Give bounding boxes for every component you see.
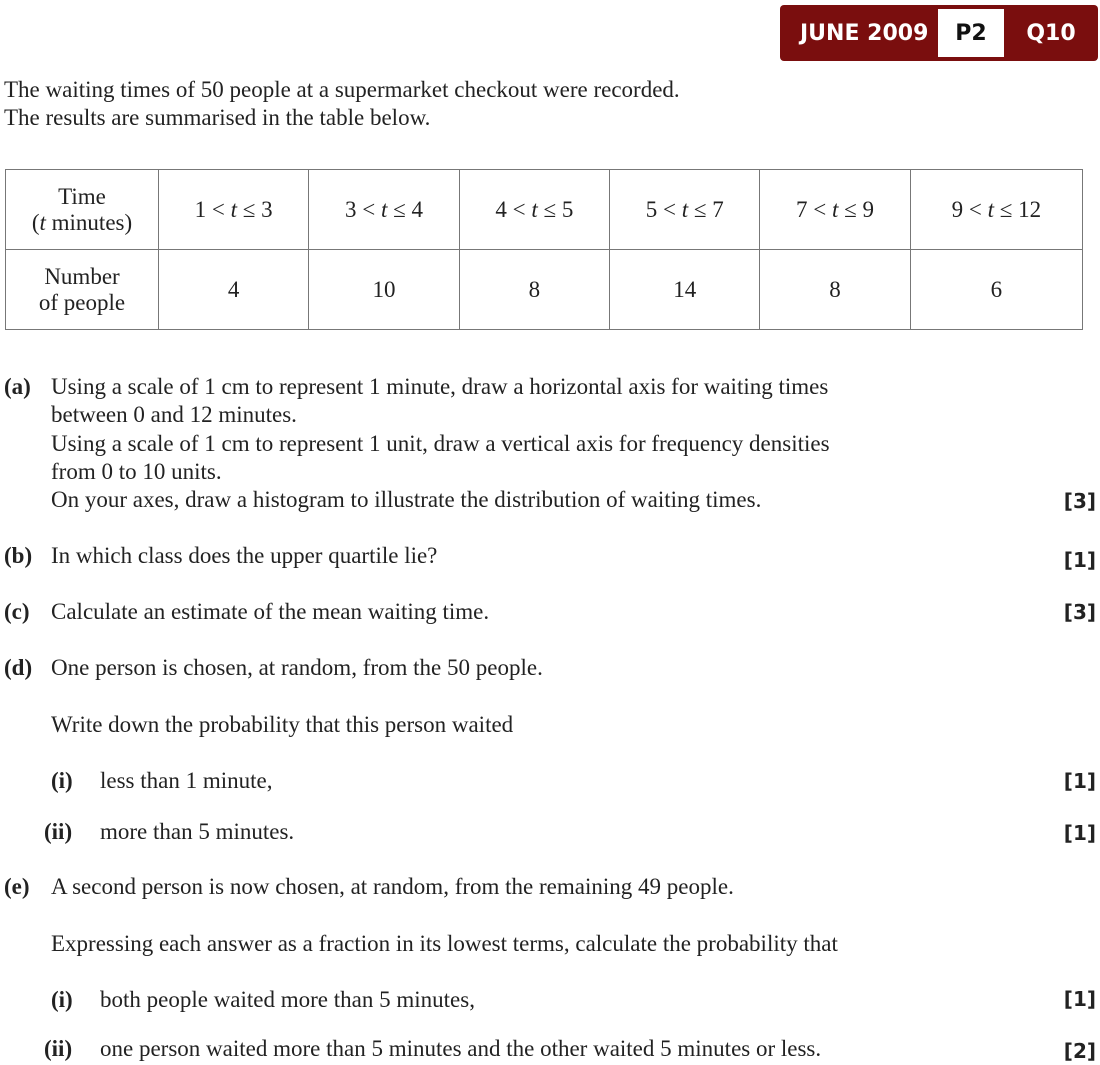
subpart-text: one person waited more than 5 minutes and the other waited 5 minutes or less. [100,1036,822,1061]
time-header-label: Time [58,183,106,209]
question-intro [4,76,680,132]
marks: [1] [1063,769,1096,793]
part-label: (a) [4,374,31,399]
marks: [1] [1063,987,1096,1011]
subpart-text: more than 5 minutes. [100,819,295,844]
frequency-cell: 6 [910,250,1082,330]
time-header-unit: (t minutes) [31,209,133,235]
part-c [0,598,1100,628]
frequency-cell: 10 [309,250,459,330]
class-cell: 3 < t ≤ 4 [309,170,459,250]
frequency-cell: 14 [610,250,760,330]
subpart-label: (ii) [44,1036,73,1061]
part-e [0,873,1100,1063]
part-a-line: from 0 to 10 units. [51,459,222,484]
marks: [3] [1063,600,1096,624]
paper-number: P2 [938,9,1004,57]
part-text: One person is chosen, at random, from the 50 people. [51,655,543,680]
part-text: In which class does the upper quartile lie? [51,543,438,568]
marks: [2] [1063,1039,1096,1063]
part-a [0,373,1100,513]
frequency-header-line: of people [38,289,126,315]
frequency-table [5,169,1083,330]
part-label: (e) [4,874,30,899]
part-text: A second person is now chosen, at random, from the remaining 49 people. [51,874,734,899]
subpart-text: both people waited more than 5 minutes, [100,987,475,1012]
subpart-label: (i) [51,768,73,793]
class-cell: 4 < t ≤ 5 [459,170,609,250]
part-a-line: between 0 and 12 minutes. [51,402,297,427]
subpart-label: (i) [51,987,73,1012]
part-d [0,654,1100,854]
part-label: (b) [4,543,33,568]
marks: [1] [1063,548,1096,572]
time-header [6,170,159,250]
exam-session: JUNE 2009 [800,20,929,46]
class-cell: 9 < t ≤ 12 [910,170,1082,250]
question-badge [780,5,1098,61]
table-row-frequency [6,250,1083,330]
frequency-cell: 4 [159,250,309,330]
part-prompt: Write down the probability that this person waited [51,712,514,737]
class-cell: 7 < t ≤ 9 [760,170,910,250]
part-b [0,542,1100,572]
intro-line: The results are summarised in the table below. [4,105,431,130]
part-prompt: Expressing each answer as a fraction in its lowest terms, calculate the probability that [51,931,838,956]
frequency-header-line: Number [44,263,120,289]
part-a-line: Using a scale of 1 cm to represent 1 minute, draw a horizontal axis for waiting times [51,374,829,399]
class-cell: 1 < t ≤ 3 [159,170,309,250]
part-a-line: On your axes, draw a histogram to illustrate the distribution of waiting times. [51,487,762,512]
subpart-text: less than 1 minute, [100,768,273,793]
question-number: Q10 [1026,20,1076,46]
frequency-cell: 8 [459,250,609,330]
part-a-line: Using a scale of 1 cm to represent 1 unit, draw a vertical axis for frequency densities [51,431,830,456]
class-cell: 5 < t ≤ 7 [610,170,760,250]
table-row-time [6,170,1083,250]
part-text: Calculate an estimate of the mean waiting time. [51,599,490,624]
part-label: (c) [4,599,30,624]
subpart-label: (ii) [44,819,73,844]
marks: [1] [1063,821,1096,845]
marks: [3] [1063,489,1096,513]
frequency-header [6,250,159,330]
intro-line: The waiting times of 50 people at a supermarket checkout were recorded. [4,77,680,102]
part-label: (d) [4,655,33,680]
frequency-cell: 8 [760,250,910,330]
